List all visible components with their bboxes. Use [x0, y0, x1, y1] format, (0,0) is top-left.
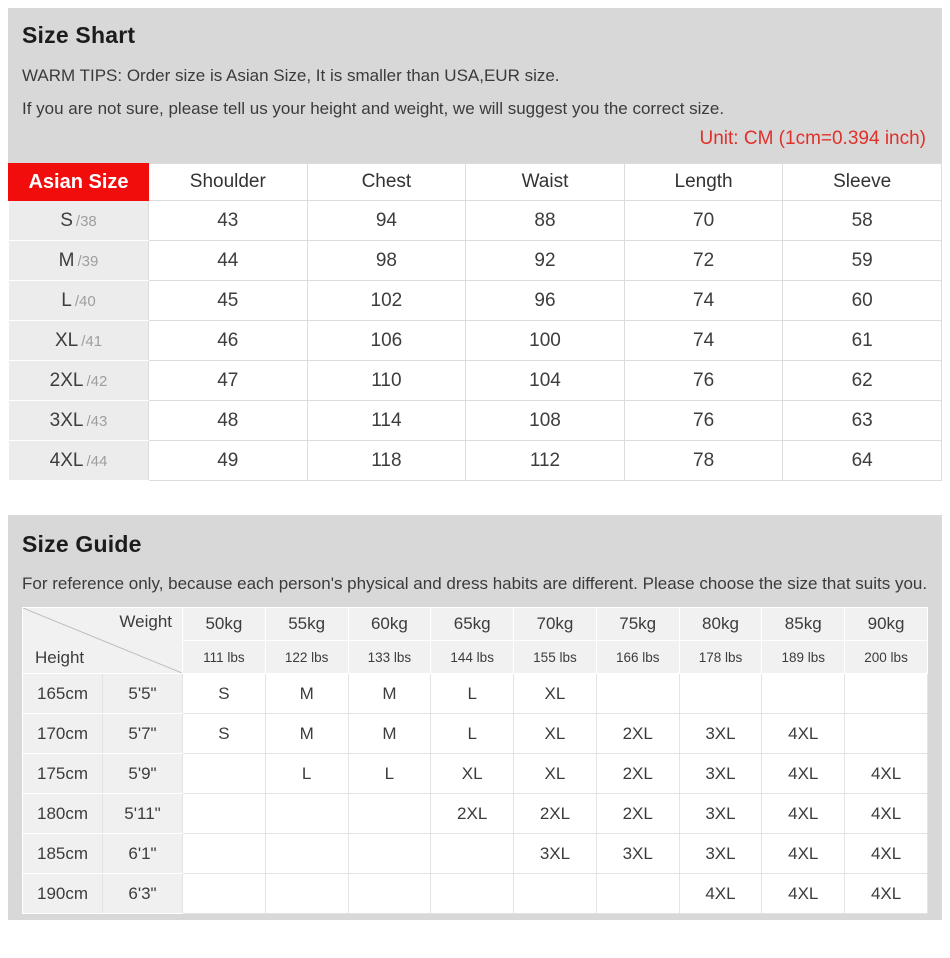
recommended-size-cell — [845, 714, 928, 754]
size-label: 2XL — [49, 369, 84, 391]
recommended-size-cell: 2XL — [514, 794, 597, 834]
measurement-cell: 78 — [624, 441, 783, 481]
recommended-size-cell — [348, 834, 431, 874]
asian-size-header-cell: Asian Size — [9, 164, 149, 201]
height-ft-cell: 5'7" — [103, 714, 183, 754]
recommended-size-cell: 3XL — [514, 834, 597, 874]
sleeve-header-cell: Sleeve — [783, 164, 942, 201]
measurement-cell: 106 — [307, 321, 466, 361]
recommended-size-cell: 4XL — [762, 834, 845, 874]
height-weight-corner-cell — [23, 608, 183, 674]
size-alt-label: /42 — [86, 372, 108, 390]
weight-lbs-header-cell: 144 lbs — [431, 641, 514, 674]
size-chart-title: Size Shart — [22, 22, 136, 48]
measurement-cell: 70 — [624, 201, 783, 241]
guide-row-170cm — [23, 714, 928, 754]
measurement-cell: 46 — [149, 321, 308, 361]
recommended-size-cell: L — [348, 754, 431, 794]
recommended-size-cell: 3XL — [679, 754, 762, 794]
size-label-cell — [9, 401, 149, 441]
guide-row-180cm — [23, 794, 928, 834]
recommended-size-cell — [265, 794, 348, 834]
size-label: 3XL — [49, 409, 84, 431]
height-cm-cell: 185cm — [23, 834, 103, 874]
recommended-size-cell: XL — [514, 754, 597, 794]
recommended-size-cell: L — [431, 674, 514, 714]
measurement-cell: 45 — [149, 281, 308, 321]
recommended-size-cell: L — [265, 754, 348, 794]
corner-weight-label: Weight — [119, 612, 172, 631]
measurement-cell: 62 — [783, 361, 942, 401]
weight-kg-header-cell: 65kg — [431, 608, 514, 641]
measurement-cell: 74 — [624, 321, 783, 361]
size-label-cell — [9, 441, 149, 481]
length-header-cell: Length — [624, 164, 783, 201]
recommended-size-cell: M — [348, 674, 431, 714]
table-row-size-s — [9, 201, 942, 241]
recommended-size-cell — [348, 874, 431, 914]
size-label-cell — [9, 241, 149, 281]
recommended-size-cell: 4XL — [762, 794, 845, 834]
measurement-cell: 114 — [307, 401, 466, 441]
waist-header-cell: Waist — [466, 164, 625, 201]
recommended-size-cell: 4XL — [845, 834, 928, 874]
size-alt-label: /39 — [77, 252, 99, 270]
weight-kg-header-cell: 50kg — [183, 608, 266, 641]
height-cm-cell: 170cm — [23, 714, 103, 754]
guide-row-175cm — [23, 754, 928, 794]
size-chart-header-panel — [8, 8, 942, 163]
recommended-size-cell — [183, 754, 266, 794]
size-label-cell — [9, 321, 149, 361]
recommended-size-cell: S — [183, 674, 266, 714]
weight-kg-header-cell: 70kg — [514, 608, 597, 641]
recommended-size-cell: 2XL — [596, 754, 679, 794]
measurement-cell: 48 — [149, 401, 308, 441]
height-cm-cell: 175cm — [23, 754, 103, 794]
measurement-cell: 104 — [466, 361, 625, 401]
weight-lbs-header-cell: 122 lbs — [265, 641, 348, 674]
unit-note: Unit: CM (1cm=0.394 inch) — [699, 128, 926, 149]
measurement-cell: 76 — [624, 361, 783, 401]
measurement-cell: 108 — [466, 401, 625, 441]
measurement-cell: 110 — [307, 361, 466, 401]
weight-kg-header-cell: 60kg — [348, 608, 431, 641]
size-label: M — [58, 249, 75, 271]
recommended-size-cell: 4XL — [762, 874, 845, 914]
size-guide-description: For reference only, because each person's physical and dress habits are different. Please choose the size that suits you. — [22, 574, 928, 593]
size-guide-title: Size Guide — [22, 531, 142, 557]
height-ft-cell: 6'1" — [103, 834, 183, 874]
height-cm-cell: 190cm — [23, 874, 103, 914]
guide-row-185cm — [23, 834, 928, 874]
recommended-size-cell — [183, 794, 266, 834]
recommended-size-cell: 2XL — [596, 794, 679, 834]
recommended-size-cell: 4XL — [845, 874, 928, 914]
weight-lbs-header-cell: 166 lbs — [596, 641, 679, 674]
height-ft-cell: 5'9" — [103, 754, 183, 794]
measurement-cell: 112 — [466, 441, 625, 481]
recommended-size-cell: 3XL — [679, 794, 762, 834]
size-label-cell — [9, 201, 149, 241]
weight-kg-header-row — [23, 608, 928, 641]
size-label: XL — [54, 329, 79, 351]
measurement-cell: 102 — [307, 281, 466, 321]
weight-lbs-header-cell: 200 lbs — [845, 641, 928, 674]
recommended-size-cell: XL — [514, 674, 597, 714]
table-row-size-4xl — [9, 441, 942, 481]
size-alt-label: /41 — [81, 332, 103, 350]
recommended-size-cell — [679, 674, 762, 714]
measurement-cell: 60 — [783, 281, 942, 321]
height-ft-cell: 5'5" — [103, 674, 183, 714]
recommended-size-cell: 2XL — [431, 794, 514, 834]
table-row-size-m — [9, 241, 942, 281]
measurement-cell: 64 — [783, 441, 942, 481]
weight-kg-header-cell: 90kg — [845, 608, 928, 641]
measurement-cell: 47 — [149, 361, 308, 401]
recommended-size-cell: XL — [431, 754, 514, 794]
recommended-size-cell — [514, 874, 597, 914]
table-row-size-l — [9, 281, 942, 321]
recommended-size-cell: M — [348, 714, 431, 754]
weight-lbs-header-cell: 178 lbs — [679, 641, 762, 674]
recommended-size-cell: 3XL — [679, 834, 762, 874]
measurement-cell: 74 — [624, 281, 783, 321]
recommended-size-cell — [265, 874, 348, 914]
recommended-size-cell: L — [431, 714, 514, 754]
height-ft-cell: 6'3" — [103, 874, 183, 914]
table-row-size-2xl — [9, 361, 942, 401]
recommended-size-cell: S — [183, 714, 266, 754]
size-alt-label: /40 — [74, 292, 96, 310]
measurement-cell: 61 — [783, 321, 942, 361]
measurement-cell: 96 — [466, 281, 625, 321]
recommended-size-cell — [431, 874, 514, 914]
size-label: 4XL — [49, 449, 84, 471]
measurement-cell: 98 — [307, 241, 466, 281]
recommended-size-cell: 3XL — [596, 834, 679, 874]
size-alt-label: /44 — [86, 452, 108, 470]
chest-header-cell: Chest — [307, 164, 466, 201]
height-cm-cell: 180cm — [23, 794, 103, 834]
recommended-size-cell: 4XL — [845, 754, 928, 794]
size-guide-panel — [8, 515, 942, 920]
size-label-cell — [9, 281, 149, 321]
size-label: S — [60, 209, 73, 231]
weight-kg-header-cell: 85kg — [762, 608, 845, 641]
measurement-cell: 63 — [783, 401, 942, 441]
measurement-cell: 118 — [307, 441, 466, 481]
measurement-cell: 76 — [624, 401, 783, 441]
recommended-size-cell — [845, 674, 928, 714]
measurement-cell: 59 — [783, 241, 942, 281]
weight-kg-header-cell: 80kg — [679, 608, 762, 641]
guide-row-190cm — [23, 874, 928, 914]
guide-row-165cm — [23, 674, 928, 714]
recommended-size-cell: 4XL — [762, 754, 845, 794]
measurement-cell: 100 — [466, 321, 625, 361]
table-row-size-xl — [9, 321, 942, 361]
weight-kg-header-cell: 55kg — [265, 608, 348, 641]
warm-tips-line-2: If you are not sure, please tell us your height and weight, we will suggest you the correct size. — [22, 99, 725, 118]
recommended-size-cell: 3XL — [679, 714, 762, 754]
table-row-size-3xl — [9, 401, 942, 441]
weight-kg-header-cell: 75kg — [596, 608, 679, 641]
recommended-size-cell: 2XL — [596, 714, 679, 754]
recommended-size-cell — [183, 834, 266, 874]
shoulder-header-cell: Shoulder — [149, 164, 308, 201]
size-label: L — [61, 289, 72, 311]
weight-lbs-header-cell: 155 lbs — [514, 641, 597, 674]
recommended-size-cell — [596, 674, 679, 714]
recommended-size-cell: 4XL — [845, 794, 928, 834]
recommended-size-cell — [762, 674, 845, 714]
recommended-size-cell — [183, 874, 266, 914]
recommended-size-cell — [596, 874, 679, 914]
weight-lbs-header-cell: 189 lbs — [762, 641, 845, 674]
recommended-size-cell: M — [265, 714, 348, 754]
weight-lbs-header-cell: 133 lbs — [348, 641, 431, 674]
measurement-cell: 44 — [149, 241, 308, 281]
size-chart-header-row — [9, 164, 942, 201]
recommended-size-cell — [431, 834, 514, 874]
height-cm-cell: 165cm — [23, 674, 103, 714]
size-guide-table — [22, 607, 928, 914]
weight-lbs-header-cell: 111 lbs — [183, 641, 266, 674]
size-alt-label: /43 — [86, 412, 108, 430]
measurement-cell: 88 — [466, 201, 625, 241]
recommended-size-cell: M — [265, 674, 348, 714]
measurement-cell: 58 — [783, 201, 942, 241]
height-ft-cell: 5'11" — [103, 794, 183, 834]
measurement-cell: 49 — [149, 441, 308, 481]
recommended-size-cell — [265, 834, 348, 874]
recommended-size-cell — [348, 794, 431, 834]
recommended-size-cell: 4XL — [762, 714, 845, 754]
corner-height-label: Height — [35, 648, 85, 667]
recommended-size-cell: XL — [514, 714, 597, 754]
measurement-cell: 43 — [149, 201, 308, 241]
measurement-cell: 72 — [624, 241, 783, 281]
size-label-cell — [9, 361, 149, 401]
warm-tips-line-1: WARM TIPS: Order size is Asian Size, It is smaller than USA,EUR size. — [22, 66, 560, 85]
measurement-cell: 92 — [466, 241, 625, 281]
measurement-cell: 94 — [307, 201, 466, 241]
size-chart-table — [8, 163, 942, 481]
recommended-size-cell: 4XL — [679, 874, 762, 914]
size-alt-label: /38 — [75, 212, 97, 230]
